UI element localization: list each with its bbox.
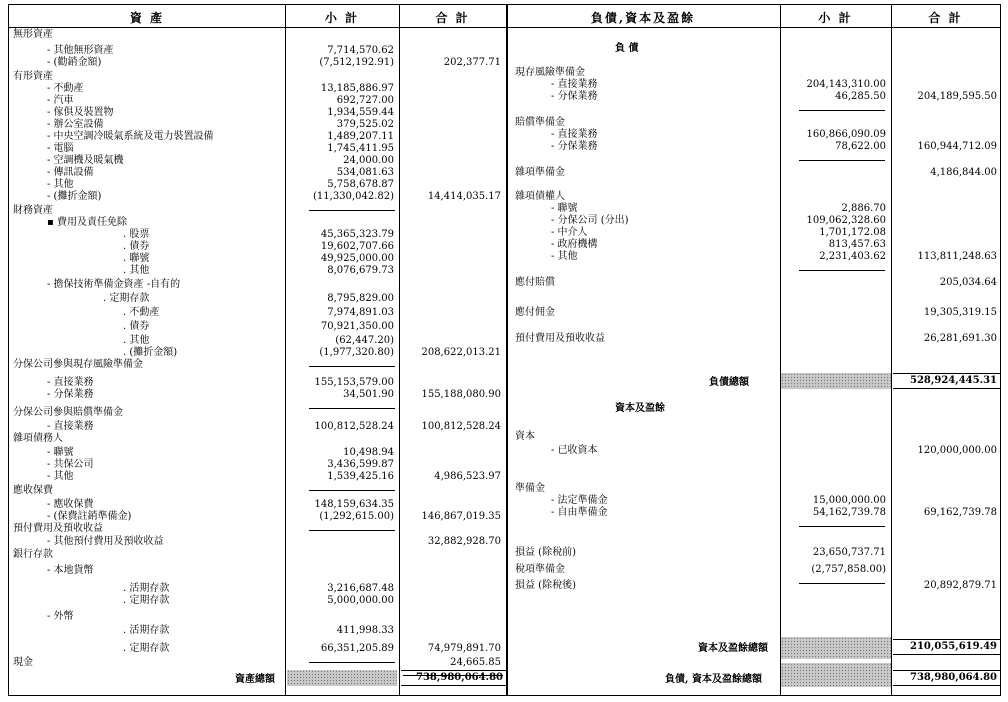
row-label: - 分保公司 (分出) bbox=[551, 215, 629, 226]
subtotal-value: 13,185,886.97 bbox=[320, 83, 394, 94]
row-label: - 本地貨幣 bbox=[47, 565, 94, 576]
subtotal-value: 7,974,891.03 bbox=[327, 307, 394, 318]
header-subtotal-right: 小 計 bbox=[818, 11, 853, 25]
subtotal-value: 49,925,000.00 bbox=[320, 253, 394, 264]
subtotal-rule bbox=[309, 662, 395, 663]
total-value: 113,811,248.63 bbox=[917, 251, 997, 262]
row-label: 賠償準備金 bbox=[515, 117, 565, 128]
row-label: 應付佣金 bbox=[515, 307, 555, 318]
grand-total-value: 738,980,064.80 bbox=[910, 672, 997, 683]
total-value: 204,189,595.50 bbox=[917, 91, 997, 102]
subtotal-value: 148,159,634.35 bbox=[314, 499, 394, 510]
shaded-cell bbox=[781, 663, 891, 687]
subtotal-value: 5,000,000.00 bbox=[327, 595, 394, 606]
row-label: 應收保費 bbox=[13, 485, 53, 496]
total-value: 120,000,000.00 bbox=[917, 445, 997, 456]
subtotal-value: 1,701,172.08 bbox=[819, 227, 886, 238]
row-label: - 政府機構 bbox=[551, 239, 598, 250]
subtotal-value: 100,812,528.24 bbox=[314, 421, 394, 432]
row-label: . 不動產 bbox=[123, 307, 160, 318]
subtotal-value: 10,498.94 bbox=[343, 447, 394, 458]
row-label: - 電腦 bbox=[47, 143, 74, 154]
row-label: . 聯號 bbox=[123, 253, 150, 264]
row-label: - 中央空調冷暖氣系統及電力裝置設備 bbox=[47, 131, 214, 142]
row-label: 財務資產 bbox=[13, 205, 53, 216]
subtotal-value: 66,351,205.89 bbox=[320, 643, 394, 654]
total-value: 20,892,879.71 bbox=[923, 580, 997, 591]
total-value: 202,377.71 bbox=[443, 57, 501, 68]
row-label: - 分保業務 bbox=[47, 389, 94, 400]
subtotal-value: 1,934,559.44 bbox=[327, 107, 394, 118]
row-label: ▪ 費用及責任免除 bbox=[47, 217, 127, 228]
subtotal-value: 534,081.63 bbox=[336, 167, 394, 178]
subtotal-value: 2,886.70 bbox=[841, 203, 886, 214]
subtotal-value: 78,622.00 bbox=[835, 141, 886, 152]
subtotal-value: 54,162,739.78 bbox=[812, 507, 886, 518]
total-value: 155,188,080.90 bbox=[421, 389, 501, 400]
subtotal-value: 2,231,403.62 bbox=[819, 251, 886, 262]
header-total-right: 合 計 bbox=[928, 11, 963, 25]
col-rule bbox=[780, 5, 781, 695]
subtotal-value: 155,153,579.00 bbox=[314, 377, 394, 388]
header-rule bbox=[9, 27, 1000, 28]
subtotal-value: 109,062,328.60 bbox=[806, 215, 886, 226]
subtotal-value: 24,000.00 bbox=[343, 155, 394, 166]
row-label: . 活期存款 bbox=[123, 583, 170, 594]
subtotal-rule bbox=[309, 408, 395, 409]
subtotal-value: 70,921,350.00 bbox=[320, 321, 394, 332]
row-label: 無形資產 bbox=[13, 29, 53, 40]
subtotal-rule bbox=[309, 366, 395, 367]
subtotal-value: 160,866,090.09 bbox=[806, 129, 886, 140]
row-label: - 外幣 bbox=[47, 611, 74, 622]
subtotal-value: (11,330,042.82) bbox=[313, 191, 394, 202]
subtotal-value: 7,714,570.62 bbox=[327, 45, 394, 56]
subtotal-value: 23,650,737.71 bbox=[812, 547, 886, 558]
row-label: - 其他無形資產 bbox=[47, 45, 114, 56]
row-label: - (保費註銷準備金) bbox=[47, 511, 132, 522]
row-label: - 已收資本 bbox=[551, 445, 598, 456]
row-label: - 直接業務 bbox=[551, 79, 598, 90]
row-label: . 其他 bbox=[123, 335, 150, 346]
row-label: - 聯號 bbox=[47, 447, 74, 458]
total-value: 74,979,891.70 bbox=[427, 643, 501, 654]
subtotal-value: (62,447.20) bbox=[335, 335, 394, 346]
row-label: - 傢俱及裝置物 bbox=[47, 107, 114, 118]
subtotal-value: 379,525.02 bbox=[336, 119, 394, 130]
subtotal-value: 8,076,679.73 bbox=[327, 265, 394, 276]
total-value: 24,665.85 bbox=[450, 657, 501, 668]
total-value: 19,305,319.15 bbox=[923, 307, 997, 318]
row-label: - 分保業務 bbox=[551, 91, 598, 102]
subtotal-rule bbox=[309, 490, 395, 491]
row-label: . 活期存款 bbox=[123, 625, 170, 636]
total-value: 208,622,013.21 bbox=[421, 347, 501, 358]
liabilities-total-label: 負債總額 bbox=[709, 377, 749, 388]
total-value: 4,186,844.00 bbox=[930, 167, 997, 178]
total-value: 146,867,019.35 bbox=[421, 511, 501, 522]
row-label: - 聯號 bbox=[551, 203, 578, 214]
balance-sheet bbox=[8, 4, 1001, 696]
row-label: 稅項準備金 bbox=[515, 564, 565, 575]
subtotal-value: 204,143,310.00 bbox=[806, 79, 886, 90]
row-label: - 自由準備金 bbox=[551, 507, 608, 518]
subtotal-value: 3,436,599.87 bbox=[327, 459, 394, 470]
row-label: - 其他預付費用及預收收益 bbox=[47, 536, 164, 547]
row-label: . (攤折金額) bbox=[123, 347, 178, 358]
liabilities-total-value: 528,924,445.31 bbox=[910, 375, 997, 386]
subtotal-value: 5,758,678.87 bbox=[327, 179, 394, 190]
subtotal-value: 813,457.63 bbox=[828, 239, 886, 250]
row-label: . 股票 bbox=[123, 229, 150, 240]
subtotal-value: (1,977,320.80) bbox=[319, 347, 394, 358]
subtotal-value: 34,501.90 bbox=[343, 389, 394, 400]
row-label: - 辦公室設備 bbox=[47, 119, 104, 130]
row-label: - 直接業務 bbox=[47, 377, 94, 388]
row-label: - 共保公司 bbox=[47, 459, 94, 470]
row-label: 雜項債務人 bbox=[13, 433, 63, 444]
row-label: . 債券 bbox=[123, 241, 150, 252]
row-label: - 直接業務 bbox=[551, 129, 598, 140]
subtotal-rule bbox=[309, 530, 395, 531]
total-value: 32,882,928.70 bbox=[427, 536, 501, 547]
subtotal-value: 1,489,207.11 bbox=[327, 131, 394, 142]
row-label: . 定期存款 bbox=[123, 595, 170, 606]
header-assets: 資 產 bbox=[129, 11, 165, 25]
subtotal-value: 15,000,000.00 bbox=[812, 495, 886, 506]
row-label: . 定期存款 bbox=[103, 293, 150, 304]
total-value: 205,034.64 bbox=[939, 277, 997, 288]
total-value: 100,812,528.24 bbox=[421, 421, 501, 432]
row-label: 有形資產 bbox=[13, 71, 53, 82]
assets-total-value: 738,980,064.80 bbox=[416, 672, 503, 683]
total-value: 4,986,523.97 bbox=[434, 471, 501, 482]
subtotal-rule bbox=[799, 270, 885, 271]
row-label: 分保公司參與現存風險準備金 bbox=[13, 359, 143, 370]
row-label: - 其他 bbox=[551, 251, 578, 262]
shaded-cell bbox=[781, 373, 891, 389]
row-label: 應付賠償 bbox=[515, 277, 555, 288]
capital-total-label: 資本及盈餘總額 bbox=[698, 643, 768, 654]
total-value: 160,944,712.09 bbox=[917, 141, 997, 152]
subtotal-value: 46,285.50 bbox=[835, 91, 886, 102]
row-label: - 分保業務 bbox=[551, 141, 598, 152]
capital-total-value: 210,055,619.49 bbox=[910, 641, 997, 652]
row-label: - 傳訊設備 bbox=[47, 167, 94, 178]
row-label: - 應收保費 bbox=[47, 499, 94, 510]
assets-total-label: 資產總額 bbox=[235, 674, 275, 685]
row-label: 準備金 bbox=[515, 483, 545, 494]
total-value: 14,414,035.17 bbox=[427, 191, 501, 202]
row-label: . 定期存款 bbox=[123, 643, 170, 654]
row-label: 雜項債權人 bbox=[515, 191, 565, 202]
subtotal-value: (2,757,858.00) bbox=[811, 564, 886, 575]
subtotal-value: 3,216,687.48 bbox=[327, 583, 394, 594]
row-label: - 不動產 bbox=[47, 83, 84, 94]
subtotal-rule bbox=[799, 526, 885, 527]
subtotal-value: (7,512,192.91) bbox=[319, 57, 394, 68]
row-label: 資本及盈餘 bbox=[615, 403, 665, 414]
subtotal-value: 1,539,425.16 bbox=[327, 471, 394, 482]
total-value: 26,281,691.30 bbox=[923, 333, 997, 344]
row-label: - 擔保技術準備金資產 -自有的 bbox=[47, 279, 181, 290]
center-rule bbox=[506, 5, 508, 695]
row-label: 負 債 bbox=[615, 43, 639, 54]
shaded-cell bbox=[287, 670, 397, 686]
row-label: 預付費用及預收收益 bbox=[13, 523, 103, 534]
header-total-left: 合 計 bbox=[435, 11, 470, 25]
row-label: - 其他 bbox=[47, 471, 74, 482]
subtotal-value: 45,365,323.79 bbox=[320, 229, 394, 240]
total-value: 69,162,739.78 bbox=[923, 507, 997, 518]
subtotal-rule bbox=[309, 210, 395, 211]
row-label: 分保公司參與賠償準備金 bbox=[13, 407, 123, 418]
row-label: 損益 (除稅後) bbox=[515, 580, 576, 591]
subtotal-value: (1,292,615.00) bbox=[319, 511, 394, 522]
row-label: - 空調機及暖氣機 bbox=[47, 155, 124, 166]
subtotal-value: 1,745,411.95 bbox=[327, 143, 394, 154]
row-label: - 汽車 bbox=[47, 95, 74, 106]
row-label: . 債券 bbox=[123, 321, 150, 332]
subtotal-value: 8,795,829.00 bbox=[327, 293, 394, 304]
shaded-cell bbox=[781, 637, 891, 659]
row-label: 雜項準備金 bbox=[515, 167, 565, 178]
row-label: - 法定準備金 bbox=[551, 495, 608, 506]
subtotal-value: 411,998.33 bbox=[336, 625, 394, 636]
subtotal-rule bbox=[799, 160, 885, 161]
subtotal-rule bbox=[799, 110, 885, 111]
header-liabilities: 負債,資本及盈餘 bbox=[590, 11, 696, 25]
row-label: - 中介人 bbox=[551, 227, 588, 238]
row-label: 預付費用及預收收益 bbox=[515, 333, 605, 344]
row-label: 現金 bbox=[13, 657, 33, 668]
row-label: - 其他 bbox=[47, 179, 74, 190]
row-label: - (攤折金額) bbox=[47, 191, 102, 202]
row-label: 現存風險準備金 bbox=[515, 67, 585, 78]
row-label: 損益 (除稅前) bbox=[515, 547, 576, 558]
subtotal-value: 19,602,707.66 bbox=[320, 241, 394, 252]
header-subtotal-left: 小 計 bbox=[324, 11, 360, 25]
subtotal-value: 692,727.00 bbox=[336, 95, 394, 106]
row-label: 銀行存款 bbox=[13, 549, 53, 560]
row-label: - (勸銷金額) bbox=[47, 57, 102, 68]
row-label: . 其他 bbox=[123, 265, 150, 276]
row-label: - 直接業務 bbox=[47, 421, 94, 432]
row-label: 資本 bbox=[515, 431, 535, 442]
grand-total-label: 負債, 資本及盈餘總額 bbox=[665, 674, 762, 685]
subtotal-rule bbox=[799, 583, 885, 584]
